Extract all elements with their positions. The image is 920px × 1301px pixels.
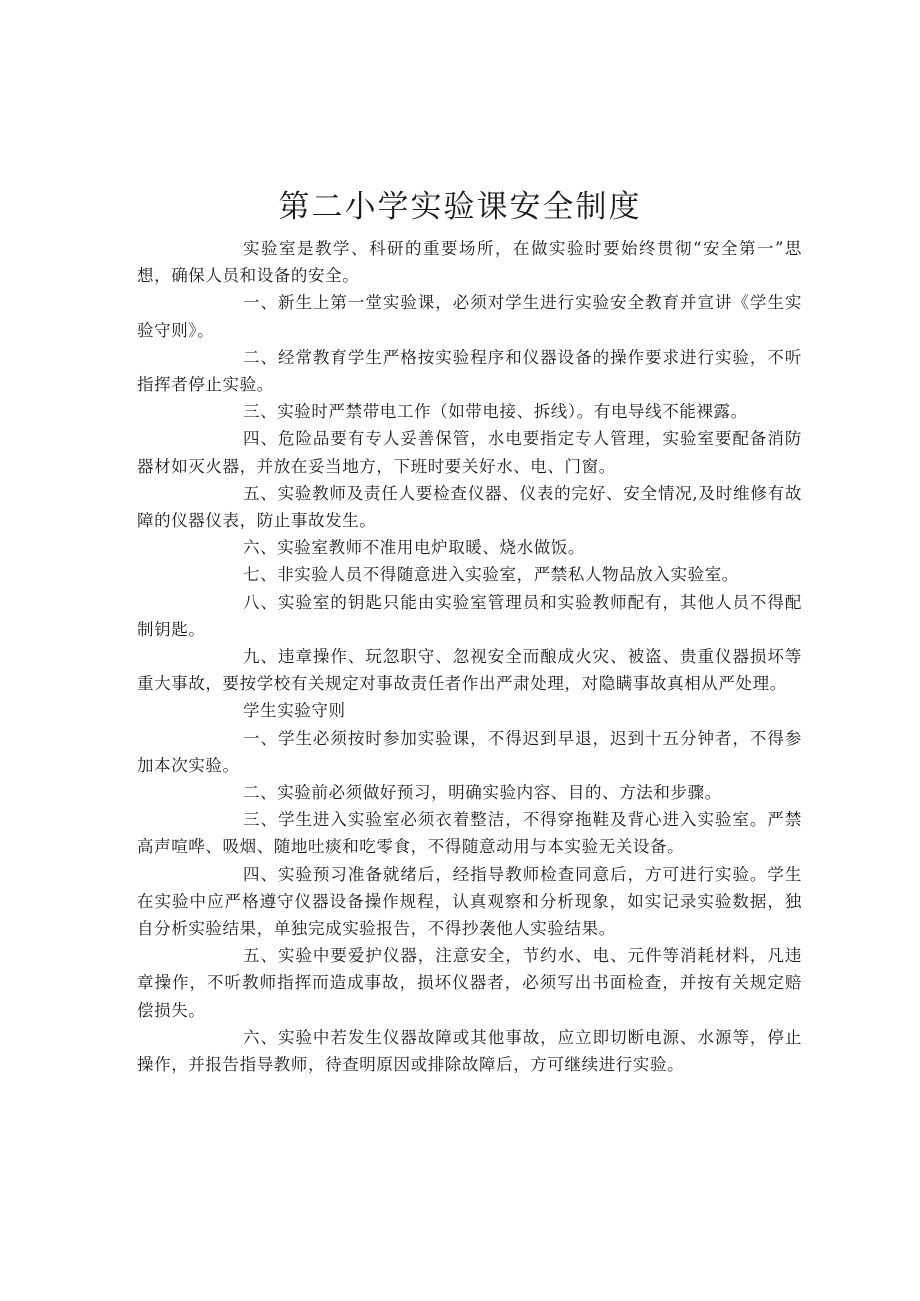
safety-rule-6: 六、实验室教师不准用电炉取暖、烧水做饭。	[243, 538, 585, 558]
student-rule-2: 二、实验前必须做好预习，明确实验内容、目的、方法和步骤。	[243, 783, 722, 803]
safety-rule-3: 三、实验时严禁带电工作（如带电接、拆线）。有电导线不能裸露。	[243, 402, 748, 422]
page-title: 第二小学实验课安全制度	[278, 188, 642, 225]
safety-rule-5: 五、实验教师及责任人要检查仪器、仪表的完好、安全情况,及时维修有故障的仪器仪表，防止事故发生。	[137, 483, 802, 531]
student-rule-4: 四、实验预习准备就绪后，经指导教师检查同意后，方可进行实验。学生在实验中应严格遵守仪器设备操作规程，认真观察和分析现象，如实记录实验数据，独自分析实验结果，单独完成实验报告，不得抄袭他人实验结果。	[137, 864, 802, 939]
student-rule-6: 六、实验中若发生仪器故障或其他事故，应立即切断电源、水源等，停止操作，并报告指导教师，待查明原因或排除故障后，方可继续进行实验。	[137, 1027, 802, 1075]
safety-rule-9: 九、违章操作、玩忽职守、忽视安全而酿成火灾、被盗、贵重仪器损坏等重大事故，要按学校有关规定对事故责任者作出严肃处理，对隐瞒事故真相从严处理。	[137, 647, 802, 694]
student-rule-1: 一、学生必须按时参加实验课，不得迟到早退，迟到十五分钟者，不得参加本次实验。	[137, 728, 802, 775]
student-rule-5: 五、实验中要爱护仪器，注意安全，节约水、电、元件等消耗材料，凡违章操作，不听教师指挥而造成事故，损坏仪器者，必须写出书面检查，并按有关规定赔偿损失。	[137, 946, 802, 1020]
student-rule-3: 三、学生进入实验室必须衣着整洁，不得穿拖鞋及背心进入实验室。严禁高声喧哗、吸烟、随地吐痰和吃零食，不得随意动用与本实验无关设备。	[137, 810, 802, 857]
intro-paragraph: 实验室是教学、科研的重要场所，在做实验时要始终贯彻“安全第一”思想，确保人员和设备的安全。	[137, 239, 802, 286]
safety-rule-7: 七、非实验人员不得随意进入实验室，严禁私人物品放入实验室。	[243, 565, 739, 585]
safety-rule-4: 四、危险品要有专人妥善保管，水电要指定专人管理，实验室要配备消防器材如灭火器，并放在妥当地方，下班时要关好水、电、门窗。	[137, 429, 802, 476]
document-body	[137, 235, 802, 1078]
safety-rule-1: 一、新生上第一堂实验课，必须对学生进行实验安全教育并宣讲《学生实验守则》。	[137, 293, 802, 340]
safety-rule-8: 八、实验室的钥匙只能由实验室管理员和实验教师配有，其他人员不得配制钥匙。	[137, 592, 802, 639]
safety-rule-2: 二、经常教育学生严格按实验程序和仪器设备的操作要求进行实验，不听指挥者停止实验。	[137, 347, 802, 395]
rules-heading: 学生实验守则	[243, 701, 346, 721]
